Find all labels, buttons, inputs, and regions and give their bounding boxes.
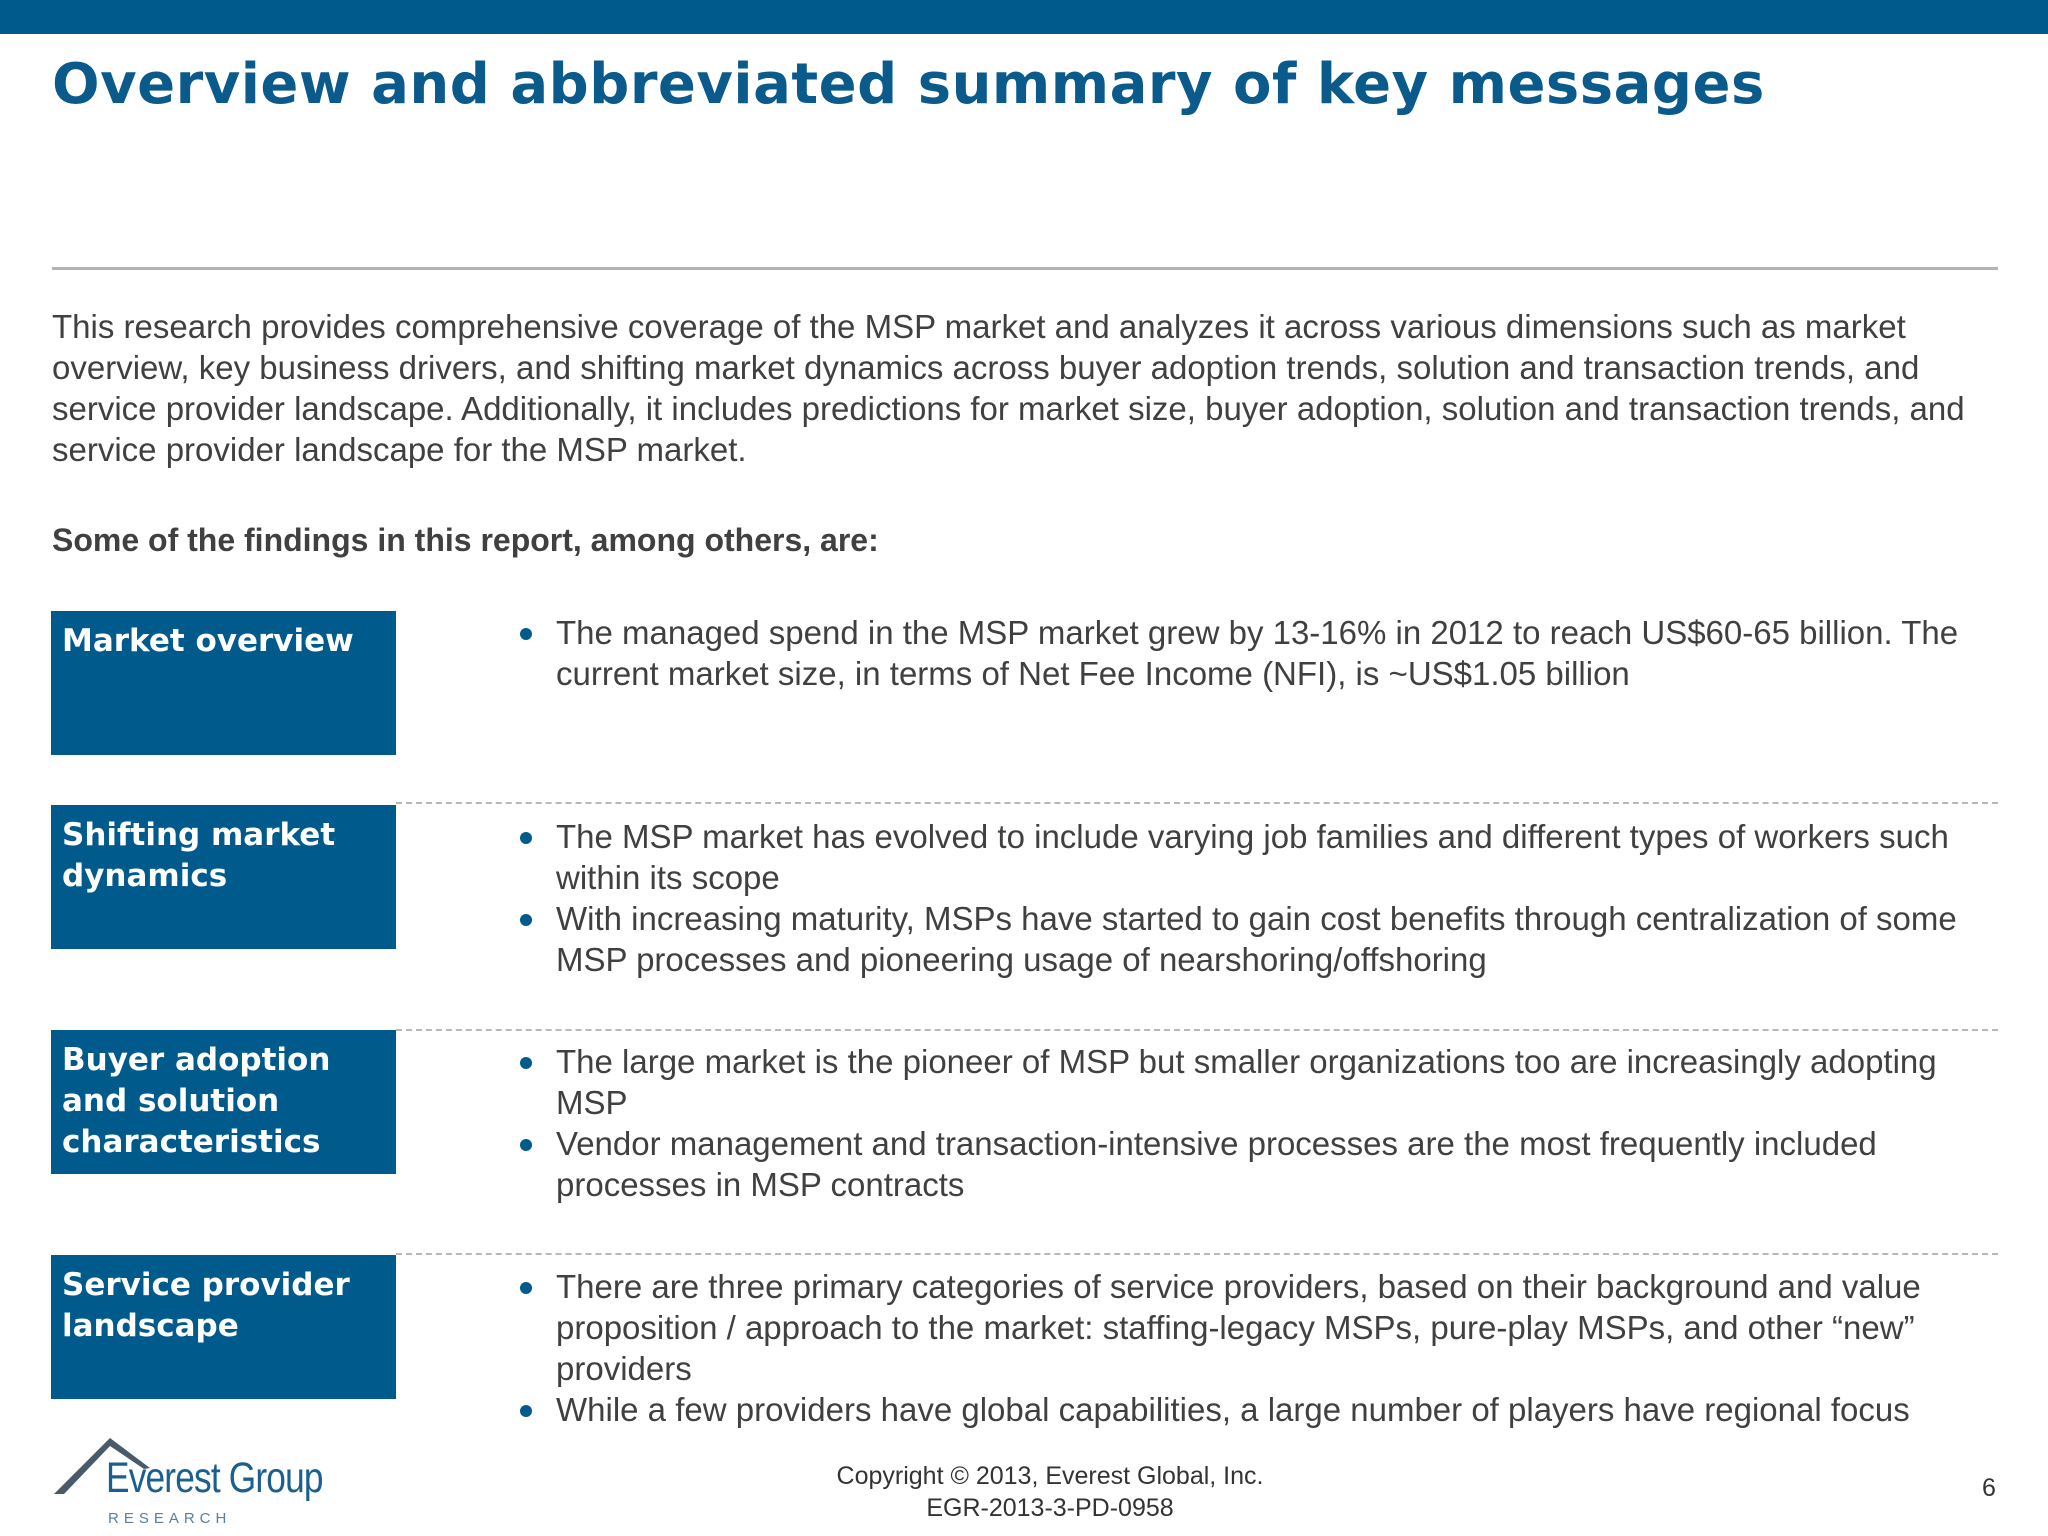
section-divider xyxy=(396,1253,1998,1255)
bullet-item: There are three primary categories of service providers, based on their background and value proposition / approach to the market: staffing-legacy MSPs, pure-play MSPs, and other “new” providers xyxy=(508,1266,2008,1389)
page-number: 6 xyxy=(1982,1474,1996,1502)
footer-code: EGR-2013-3-PD-0958 xyxy=(926,1494,1174,1522)
shifting-market-dynamics-bullets xyxy=(508,816,2008,980)
section-label-buyer-adoption: Buyer adoption and solution characteristics xyxy=(51,1030,396,1174)
footer xyxy=(700,1460,1400,1524)
bullet-item: The MSP market has evolved to include varying job families and different types of workers such within its scope xyxy=(508,816,2008,898)
section-label-shifting-market-dynamics: Shifting market dynamics xyxy=(51,805,396,949)
page-title: Overview and abbreviated summary of key messages xyxy=(52,52,1765,117)
section-divider xyxy=(396,1029,1998,1031)
intro-paragraph: This research provides comprehensive coverage of the MSP market and analyzes it across various dimensions such as market overview, key business drivers, and shifting market dynamics across buyer adoption trends, solution and transaction trends, and service provider landscape. Additionally, it includes predictions for market size, buyer adoption, solution and transaction trends, and service provider landscape for the MSP market. xyxy=(52,308,1965,468)
logo-name: Everest Group xyxy=(106,1454,323,1502)
service-provider-landscape-bullets xyxy=(508,1266,2008,1430)
title-divider xyxy=(52,267,1998,270)
section-label-service-provider-landscape: Service provider landscape xyxy=(51,1255,396,1399)
bullet-item: While a few providers have global capabilities, a large number of players have regional focus xyxy=(508,1389,2008,1430)
section-label-market-overview: Market overview xyxy=(51,611,396,755)
footer-copyright: Copyright © 2013, Everest Global, Inc. xyxy=(836,1462,1264,1490)
bullet-item: The managed spend in the MSP market grew by 13-16% in 2012 to reach US$60-65 billion. The current market size, in terms of Net Fee Income (NFI), is ~US$1.05 billion xyxy=(508,612,2008,694)
bullet-item: Vendor management and transaction-intensive processes are the most frequently included processes in MSP contracts xyxy=(508,1123,2008,1205)
bullet-item: The large market is the pioneer of MSP but smaller organizations too are increasingly adopting MSP xyxy=(508,1041,2008,1123)
top-accent-bar xyxy=(0,0,2048,34)
market-overview-bullets xyxy=(508,612,2008,694)
logo-tagline: RESEARCH xyxy=(108,1510,232,1527)
bullet-item: With increasing maturity, MSPs have started to gain cost benefits through centralization of some MSP processes and pioneering usage of nearshoring/offshoring xyxy=(508,898,2008,980)
everest-group-logo xyxy=(52,1436,352,1526)
section-divider xyxy=(396,802,1998,804)
buyer-adoption-bullets xyxy=(508,1041,2008,1205)
findings-heading: Some of the findings in this report, among others, are: xyxy=(52,522,879,558)
